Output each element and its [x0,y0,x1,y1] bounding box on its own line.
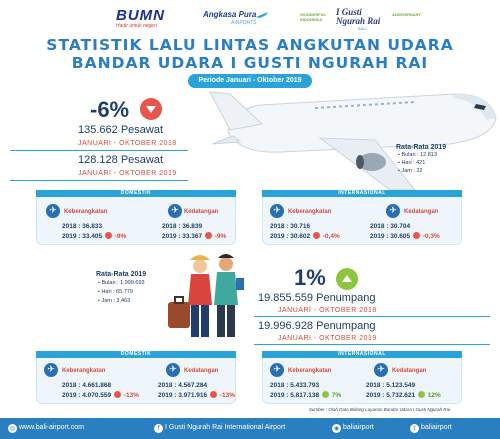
pax-2018-period: JANUARI - OKTOBER 2018 [278,307,377,314]
pax-average-hour: • Jam : 3.463 [98,298,131,304]
aircraft-average-month: • Bulan : 12.813 [398,152,437,158]
aircraft-international-dep-2019 [270,232,340,241]
aircraft-international-arrival-label: Kedatangan [404,209,439,215]
decrease-icon [210,391,217,398]
stat-value: 2019 : 30.605 [370,233,411,240]
decrease-icon [205,232,212,239]
aircraft-domestic-departure-label: Keberangkatan [64,209,108,215]
aircraft-international-header: INTERNASIONAL [262,190,462,197]
pax-international-arr-2019 [366,391,441,400]
airplane-icon [255,10,269,20]
pax-international-arr-2018: 2018 : 5.123.549 [366,382,416,389]
stat-value: 2019 : 30.602 [270,233,311,240]
pax-domestic-arr-2018: 2018 : 4.567.284 [158,382,208,389]
divider [254,344,490,345]
wonderful-indonesia-logo: WONDERFUL INDONESIA [300,12,326,22]
decrease-icon [413,232,420,239]
stat-value: 2019 : 5.732.621 [366,392,416,399]
pax-2019-value: 19.996.928 Penumpang [258,320,376,332]
change-value: -9% [114,233,127,240]
twitter-icon: t [410,424,419,433]
pax-domestic-dep-2018: 2018 : 4.661.868 [62,382,112,389]
pax-international-dep-2018: 2018 : 5.433.793 [270,382,320,389]
aircraft-2019-period: JANUARI - OKTOBER 2019 [78,170,177,177]
change-value: -13% [219,392,235,399]
footer-website[interactable] [8,423,84,433]
footer-twitter[interactable] [410,423,452,433]
change-value: -13% [123,392,139,399]
decrease-icon [105,232,112,239]
arrival-icon: ✈ [374,363,388,377]
title-line-1: STATISTIK LALU LINTAS ANGKUTAN UDARA [46,36,454,54]
aircraft-domestic-arr-2018: 2018 : 36.839 [162,223,203,230]
footer-facebook[interactable] [154,423,285,433]
decrease-icon [313,232,320,239]
pax-international-departure-label: Keberangkatan [288,368,332,374]
footer-instagram-label: baliairport [343,424,374,431]
instagram-icon: ◉ [333,425,340,432]
change-value: -9% [214,233,227,240]
aircraft-average-hour: • Jam : 22 [398,168,423,174]
decrease-icon [114,391,121,398]
pax-domestic-arrival-label: Kedatangan [184,368,219,374]
pax-international-header: INTERNASIONAL [262,351,462,358]
increase-icon [336,268,358,290]
stat-value: 2019 : 5.817.138 [270,392,320,399]
globe-icon: ◎ [9,425,16,432]
airplane-illustration [200,80,500,195]
stat-value: 2019 : 4.070.559 [62,392,112,399]
aircraft-domestic-dep-2019 [62,232,126,241]
pax-domestic-header: DOMESTIK [36,351,236,358]
angkasa-pura-logo: Angkasa Pura AIRPORTS [203,10,278,28]
departure-icon: ✈ [270,363,284,377]
arrival-icon: ✈ [386,204,400,218]
change-value: -0,3% [422,233,440,240]
departure-icon: ✈ [46,204,60,218]
arrival-icon: ✈ [168,204,182,218]
aircraft-change-percent: -6% [90,97,130,122]
stat-value: 2019 : 33.405 [62,233,103,240]
increase-icon [418,391,425,398]
ngurah-rai-logo: I Gusti Ngurah Rai BALI [336,7,381,31]
change-value: -0,4% [322,233,340,240]
anniversary-logo: ANNIVERSARY [392,12,421,17]
footer-facebook-label: I Gusti Ngurah Rai International Airport [165,424,286,431]
pax-2019-period: JANUARI - OKTOBER 2019 [278,335,377,342]
footer-twitter-label: baliairport [421,424,452,431]
footer-instagram[interactable] [332,423,374,433]
pax-average-day: • Hari : 65.779 [98,289,133,295]
aircraft-international-departure-label: Keberangkatan [288,209,332,215]
departure-icon: ✈ [270,204,284,218]
facebook-icon: f [154,424,163,433]
pax-domestic-departure-label: Keberangkatan [62,368,106,374]
pax-domestic-arr-2019 [158,391,235,400]
aircraft-international-dep-2018: 2018 : 30.716 [270,223,311,230]
pax-average-title: Rata-Rata 2019 [96,271,147,278]
travelers-illustration [160,250,260,342]
title-line-2: BANDAR UDARA I GUSTI NGURAH RAI [71,54,429,72]
arrival-icon: ✈ [166,363,180,377]
period-pill: Periode Januari - Oktober 2019 [188,74,312,88]
increase-icon [322,391,329,398]
aircraft-domestic-arr-2019 [162,232,226,241]
aircraft-average-day: • Hari : 421 [398,160,426,166]
pax-international-arrival-label: Kedatangan [392,368,427,374]
stat-value: 2019 : 3.971.916 [158,392,208,399]
aircraft-domestic-dep-2018: 2018 : 36.833 [62,223,103,230]
pax-change-percent: 1% [294,265,326,290]
departure-icon: ✈ [44,363,58,377]
aircraft-international-arr-2019 [370,232,440,241]
change-value: 12% [427,392,441,399]
change-value: 7% [331,392,342,399]
pax-average-month: • Bulan : 1.999.693 [98,280,145,286]
stat-value: 2019 : 33.367 [162,233,203,240]
aircraft-2018-period: JANUARI - OKTOBER 2018 [78,140,177,147]
divider [10,150,188,151]
aircraft-2019-value: 128.128 Pesawat [78,154,164,166]
source-note: Sumber : Olah Data Bidang Layanan Bandar Udara I Gusti Ngurah Rai [308,407,450,412]
aircraft-domestic-arrival-label: Kedatangan [184,209,219,215]
footer-website-label: www.bali-airport.com [19,424,84,431]
aircraft-average-title: Rata-Rata 2019 [396,144,447,151]
aircraft-domestic-header: DOMESTIK [36,190,236,197]
divider [254,316,490,317]
pax-2018-value: 19.855.559 Penumpang [258,292,376,304]
pax-international-dep-2019 [270,391,341,400]
bumn-logo: BUMN Hadir untuk negeri [116,7,165,29]
divider [10,180,188,181]
aircraft-international-arr-2018: 2018 : 30.704 [370,223,411,230]
aircraft-2018-value: 135.662 Pesawat [78,124,164,136]
decrease-icon [140,98,162,120]
pax-domestic-dep-2019 [62,391,139,400]
